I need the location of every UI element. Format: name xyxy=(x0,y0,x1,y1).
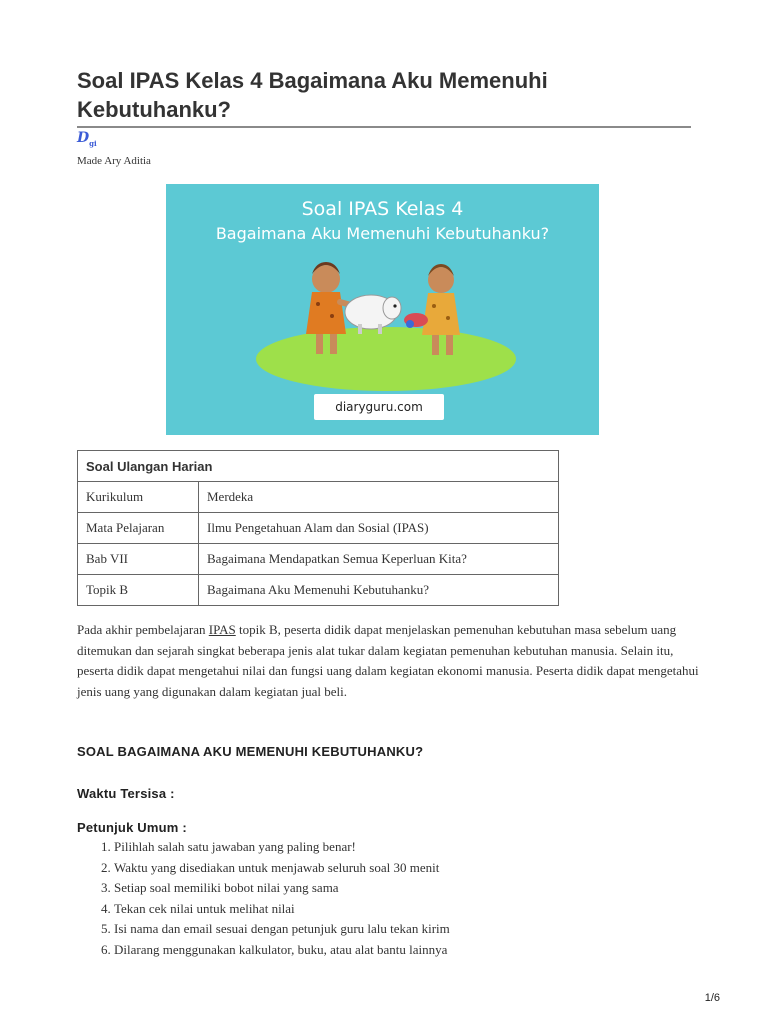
list-item: 2. Waktu yang disediakan untuk menjawab seluruh soal 30 menit xyxy=(114,858,714,879)
logo-letter: D xyxy=(77,130,90,146)
time-remaining-label: Waktu Tersisa : xyxy=(77,786,175,801)
list-item: 4. Tekan cek nilai untuk melihat nilai xyxy=(114,899,714,920)
grass-icon xyxy=(256,327,516,391)
list-item: 6. Dilarang menggunakan kalkulator, buku, atau alat bantu lainnya xyxy=(114,940,714,961)
table-header-row xyxy=(78,451,559,482)
table-value: Merdeka xyxy=(199,482,559,513)
page-number: 1/6 xyxy=(704,992,720,1004)
instructions-list xyxy=(77,837,714,961)
table-row xyxy=(78,575,559,606)
table-value: Bagaimana Aku Memenuhi Kebutuhanku? xyxy=(199,575,559,606)
banner-title-line2: Bagaimana Aku Memenuhi Kebutuhanku? xyxy=(215,224,550,243)
table-row xyxy=(78,482,559,513)
intro-text-start: Pada akhir pembelajaran xyxy=(77,622,209,637)
title-divider xyxy=(77,126,691,128)
section-heading: SOAL BAGAIMANA AKU MEMENUHI KEBUTUHANKU? xyxy=(77,744,424,759)
list-item: 1. Pilihlah salah satu jawaban yang paling benar! xyxy=(114,837,714,858)
table-key: Mata Pelajaran xyxy=(78,513,199,544)
list-item: 5. Isi nama dan email sesuai dengan petunjuk guru lalu tekan kirim xyxy=(114,919,714,940)
table-value: Bagaimana Mendapatkan Semua Keperluan Kita? xyxy=(199,544,559,575)
site-logo[interactable] xyxy=(77,130,97,146)
intro-paragraph xyxy=(77,620,702,702)
info-table xyxy=(77,450,559,606)
logo-sub: gi xyxy=(89,138,97,148)
instructions-heading: Petunjuk Umum : xyxy=(77,820,187,835)
banner-site-label: diaryguru.com xyxy=(314,394,444,420)
list-item: 3. Setiap soal memiliki bobot nilai yang sama xyxy=(114,878,714,899)
table-row xyxy=(78,513,559,544)
table-key: Topik B xyxy=(78,575,199,606)
table-key: Bab VII xyxy=(78,544,199,575)
author-name: Made Ary Aditia xyxy=(77,155,151,167)
article-banner-image xyxy=(166,184,599,435)
banner-title-line1: Soal IPAS Kelas 4 xyxy=(301,198,464,220)
ipas-link[interactable]: IPAS xyxy=(208,622,236,637)
table-key: Kurikulum xyxy=(78,482,199,513)
table-value: Ilmu Pengetahuan Alam dan Sosial (IPAS) xyxy=(199,513,559,544)
table-row xyxy=(78,544,559,575)
intro-text-rest: topik B, peserta didik dapat menjelaskan pemenuhan kebutuhan masa sebelum uang ditemukan dan sejarah singkat beberapa jenis alat tukar dalam kegiatan pemenuhan kebutuhan manusia. Selain itu, peserta didik dapat mengetahui nilai dan fungsi uang dalam kegiatan ekonomi manusia. Peserta didik dapat mengetahui jenis uang yang digunakan dalam kegiatan jual beli. xyxy=(77,622,699,699)
page-title: Soal IPAS Kelas 4 Bagaimana Aku Memenuhi Kebutuhanku? xyxy=(77,68,548,122)
table-header: Soal Ulangan Harian xyxy=(78,451,559,482)
